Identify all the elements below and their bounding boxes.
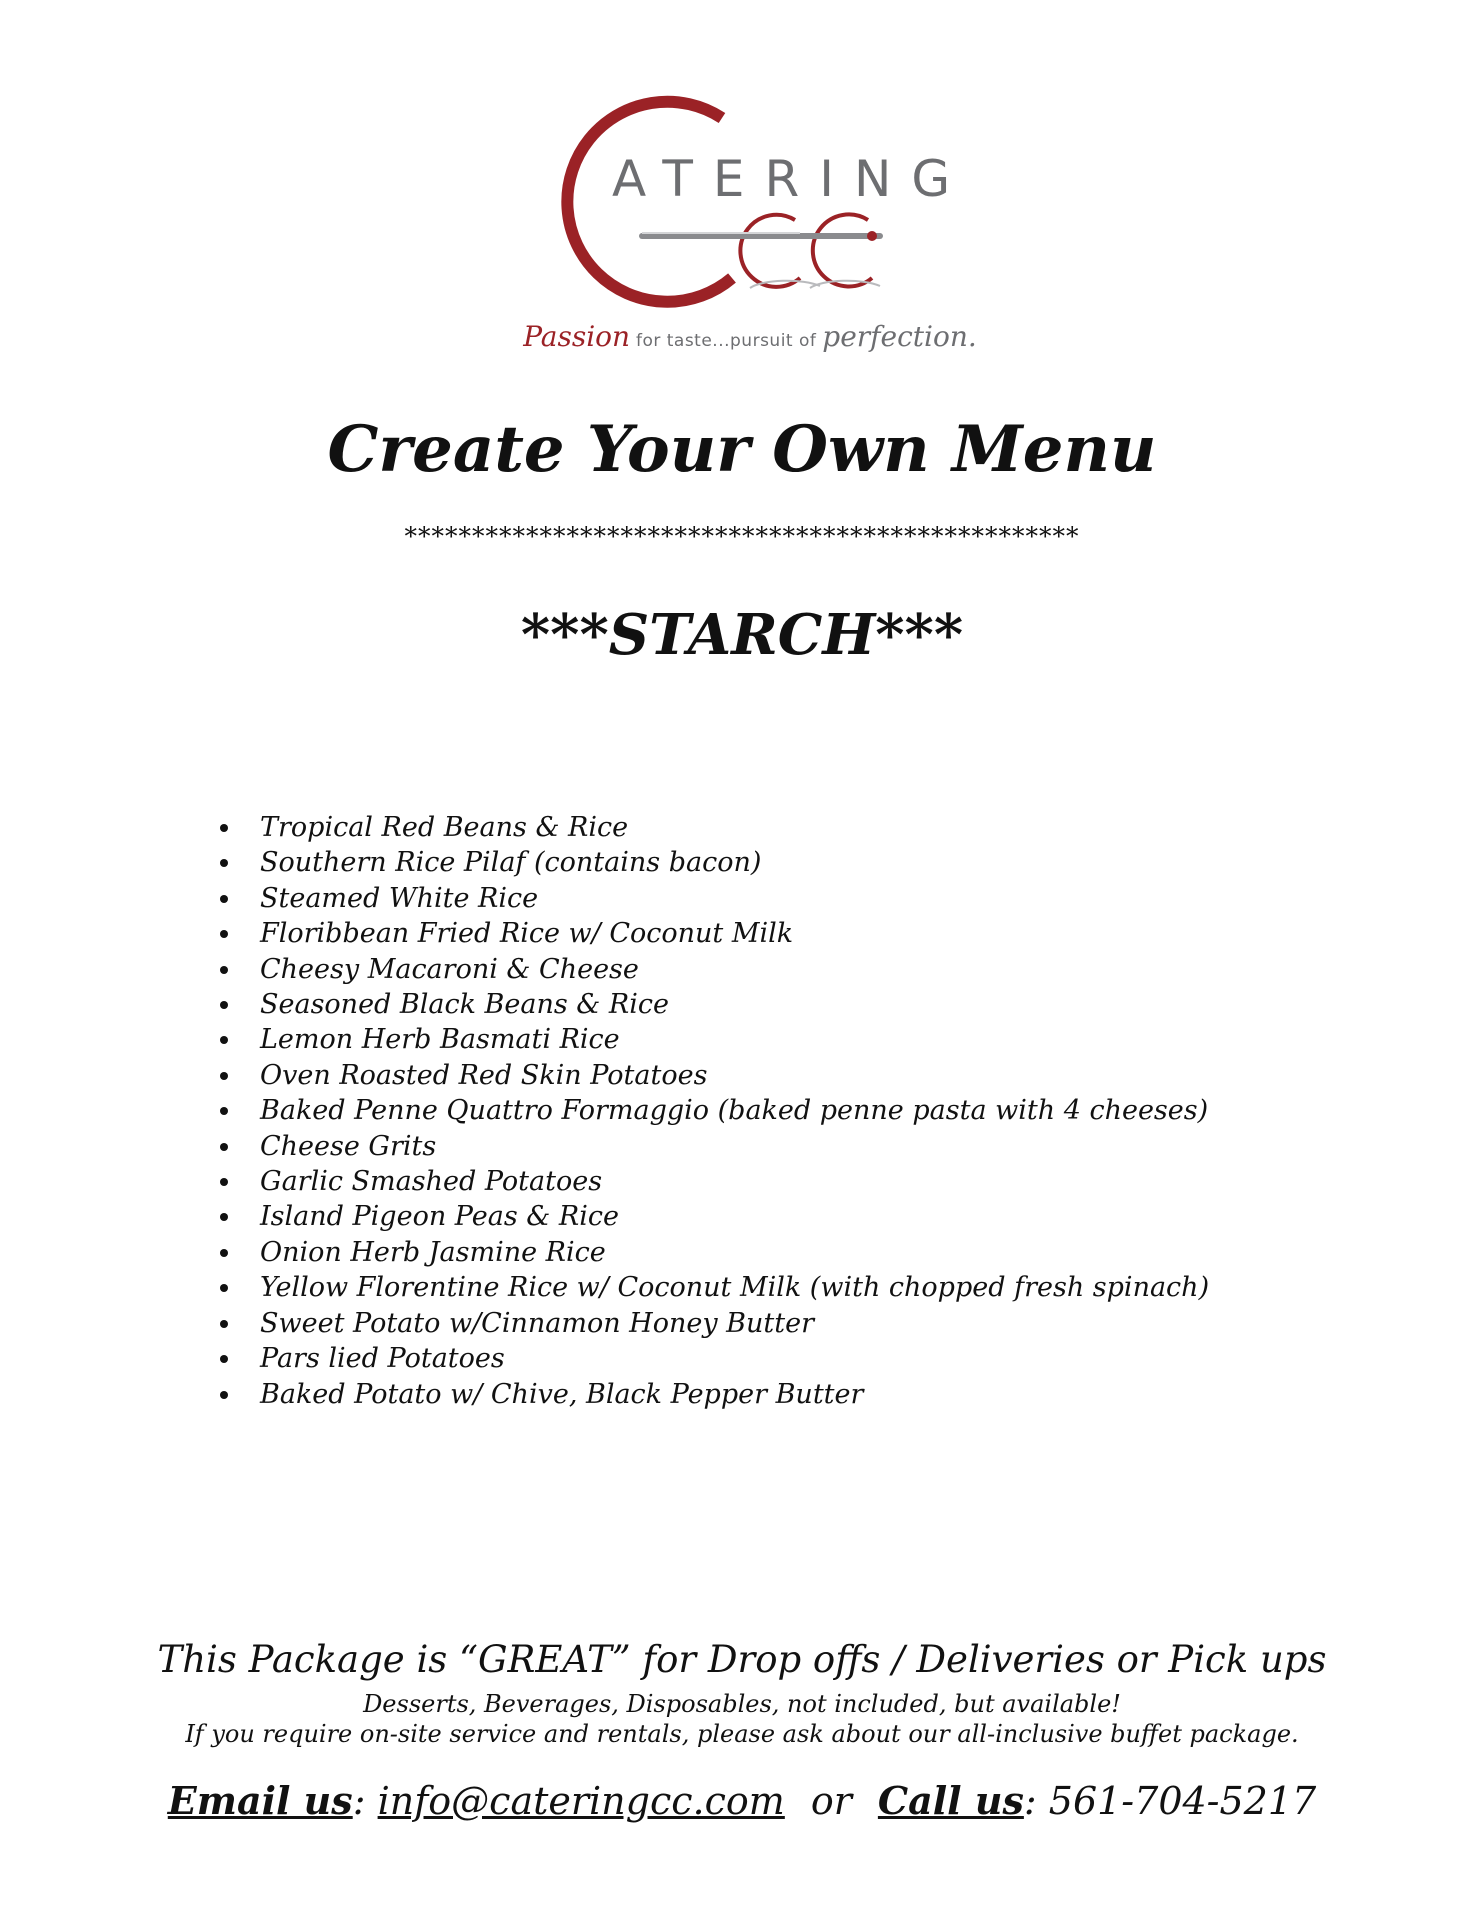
catering-logo <box>500 80 1000 400</box>
list-item: Cheese Grits <box>218 1129 1209 1164</box>
logo-wordmark: ATERING <box>612 150 971 208</box>
list-item: Island Pigeon Peas & Rice <box>218 1199 1209 1234</box>
email-label: Email us <box>167 1778 353 1823</box>
section-heading: ***STARCH*** <box>520 602 964 668</box>
list-item: Sweet Potato w/Cinnamon Honey Butter <box>218 1306 1209 1341</box>
package-note: Desserts, Beverages, Disposables, not included, but available! <box>363 1690 1121 1718</box>
list-item: Yellow Florentine Rice w/ Coconut Milk (with chopped fresh spinach) <box>218 1270 1209 1305</box>
list-item: Oven Roasted Red Skin Potatoes <box>218 1058 1209 1093</box>
list-item: Pars lied Potatoes <box>218 1341 1209 1376</box>
list-item: Floribbean Fried Rice w/ Coconut Milk <box>218 916 1209 951</box>
call-label: Call us <box>877 1778 1024 1823</box>
list-item: Lemon Herb Basmati Rice <box>218 1022 1209 1057</box>
tagline-perfection: perfection. <box>822 320 977 353</box>
list-item: Tropical Red Beans & Rice <box>218 810 1209 845</box>
logo-tagline <box>500 320 1000 353</box>
or-separator: or <box>810 1779 852 1823</box>
list-item: Cheesy Macaroni & Cheese <box>218 952 1209 987</box>
list-item: Southern Rice Pilaf (contains bacon) <box>218 845 1209 880</box>
tagline-middle: for taste...pursuit of <box>630 331 823 351</box>
list-item: Baked Penne Quattro Formaggio (baked penne pasta with 4 cheeses) <box>218 1093 1209 1128</box>
phone-number[interactable]: 561-704-5217 <box>1048 1779 1317 1823</box>
list-item: Garlic Smashed Potatoes <box>218 1164 1209 1199</box>
onsite-note: If you require on-site service and rentals, please ask about our all-inclusive buffet package. <box>185 1720 1299 1748</box>
page-title: Create Your Own Menu <box>327 412 1157 487</box>
package-headline: This Package is “GREAT” for Drop offs / Deliveries or Pick ups <box>157 1638 1327 1681</box>
list-item: Seasoned Black Beans & Rice <box>218 987 1209 1022</box>
tagline-passion: Passion <box>523 320 631 353</box>
asterisk-divider: ************************************************** <box>404 522 1080 551</box>
list-item: Onion Herb Jasmine Rice <box>218 1235 1209 1270</box>
list-item: Baked Potato w/ Chive, Black Pepper Butter <box>218 1377 1209 1412</box>
contact-line: Email us: info@cateringcc.com or Call us: 561-704-5217 <box>167 1778 1317 1823</box>
list-item: Steamed White Rice <box>218 881 1209 916</box>
starch-list <box>218 810 1209 1412</box>
email-link[interactable]: info@cateringcc.com <box>377 1779 785 1823</box>
